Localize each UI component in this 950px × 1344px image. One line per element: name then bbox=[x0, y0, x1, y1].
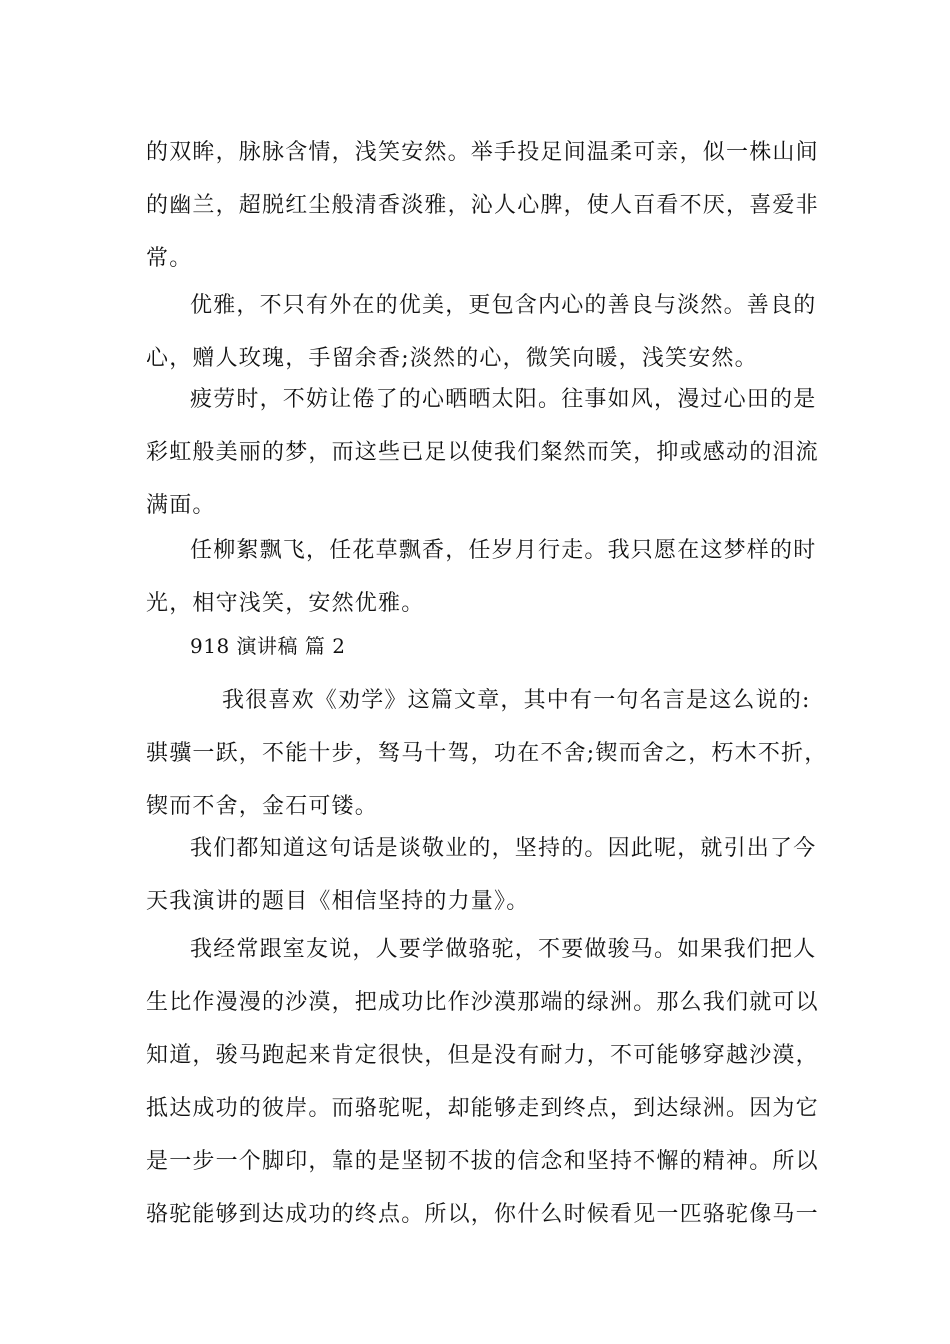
heading-text: 918 演讲稿 篇 2 bbox=[190, 634, 346, 658]
text-line: 我很喜欢《劝学》这篇文章，其中有一句名言是这么说的: bbox=[222, 688, 811, 713]
paragraph-continuation bbox=[146, 126, 819, 285]
text-line: 生比作漫漫的沙漠，把成功比作沙漠那端的绿洲。那么我们就可以 bbox=[146, 990, 819, 1015]
text-line: 天我演讲的题目《相信坚持的力量》。 bbox=[146, 889, 530, 914]
text-line: 优雅，不只有外在的优美，更包含内心的善良与淡然。善良的 bbox=[190, 293, 817, 318]
text-line: 任柳絮飘飞，任花草飘香，任岁月行走。我只愿在这梦样的时 bbox=[190, 538, 817, 563]
text-line: 是一步一个脚印，靠的是坚韧不拔的信念和坚持不懈的精神。所以 bbox=[146, 1149, 819, 1174]
text-line: 心，赠人玫瑰，手留余香;淡然的心，微笑向暖，浅笑安然。 bbox=[146, 346, 758, 371]
text-line: 常。 bbox=[146, 246, 193, 271]
text-line: 疲劳时，不妨让倦了的心晒晒太阳。往事如风，漫过心田的是 bbox=[190, 387, 817, 412]
section-heading bbox=[146, 620, 814, 673]
paragraph-willow bbox=[146, 524, 817, 630]
paragraph-topic bbox=[146, 822, 817, 928]
text-line: 的双眸，脉脉含情，浅笑安然。举手投足间温柔可亲，似一株山间 bbox=[146, 140, 819, 165]
paragraph-camel bbox=[146, 923, 819, 1241]
text-line: 满面。 bbox=[146, 493, 216, 518]
text-line: 锲而不舍，金石可镂。 bbox=[146, 794, 379, 819]
text-line: 彩虹般美丽的梦，而这些已足以使我们粲然而笑，抑或感动的泪流 bbox=[146, 440, 819, 465]
text-line: 骆驼能够到达成功的终点。所以，你什么时候看见一匹骆驼像马一 bbox=[146, 1202, 819, 1227]
text-line: 的幽兰，超脱红尘般清香淡雅，沁人心脾，使人百看不厌，喜爱非 bbox=[146, 193, 819, 218]
paragraph-elegance bbox=[146, 279, 817, 385]
text-line: 抵达成功的彼岸。而骆驼呢，却能够走到终点，到达绿洲。因为它 bbox=[146, 1096, 819, 1121]
paragraph-fatigue bbox=[146, 373, 819, 532]
paragraph-quote bbox=[146, 674, 828, 833]
text-line: 我们都知道这句话是谈敬业的，坚持的。因此呢，就引出了今 bbox=[190, 836, 817, 861]
text-line: 知道，骏马跑起来肯定很快，但是没有耐力，不可能够穿越沙漠， bbox=[146, 1043, 819, 1068]
text-line: 我经常跟室友说，人要学做骆驼，不要做骏马。如果我们把人 bbox=[190, 937, 817, 962]
text-line: 骐骥一跃，不能十步，驽马十驾，功在不舍;锲而舍之，朽木不折， bbox=[146, 741, 828, 766]
text-line: 光，相守浅笑，安然优雅。 bbox=[146, 591, 425, 616]
